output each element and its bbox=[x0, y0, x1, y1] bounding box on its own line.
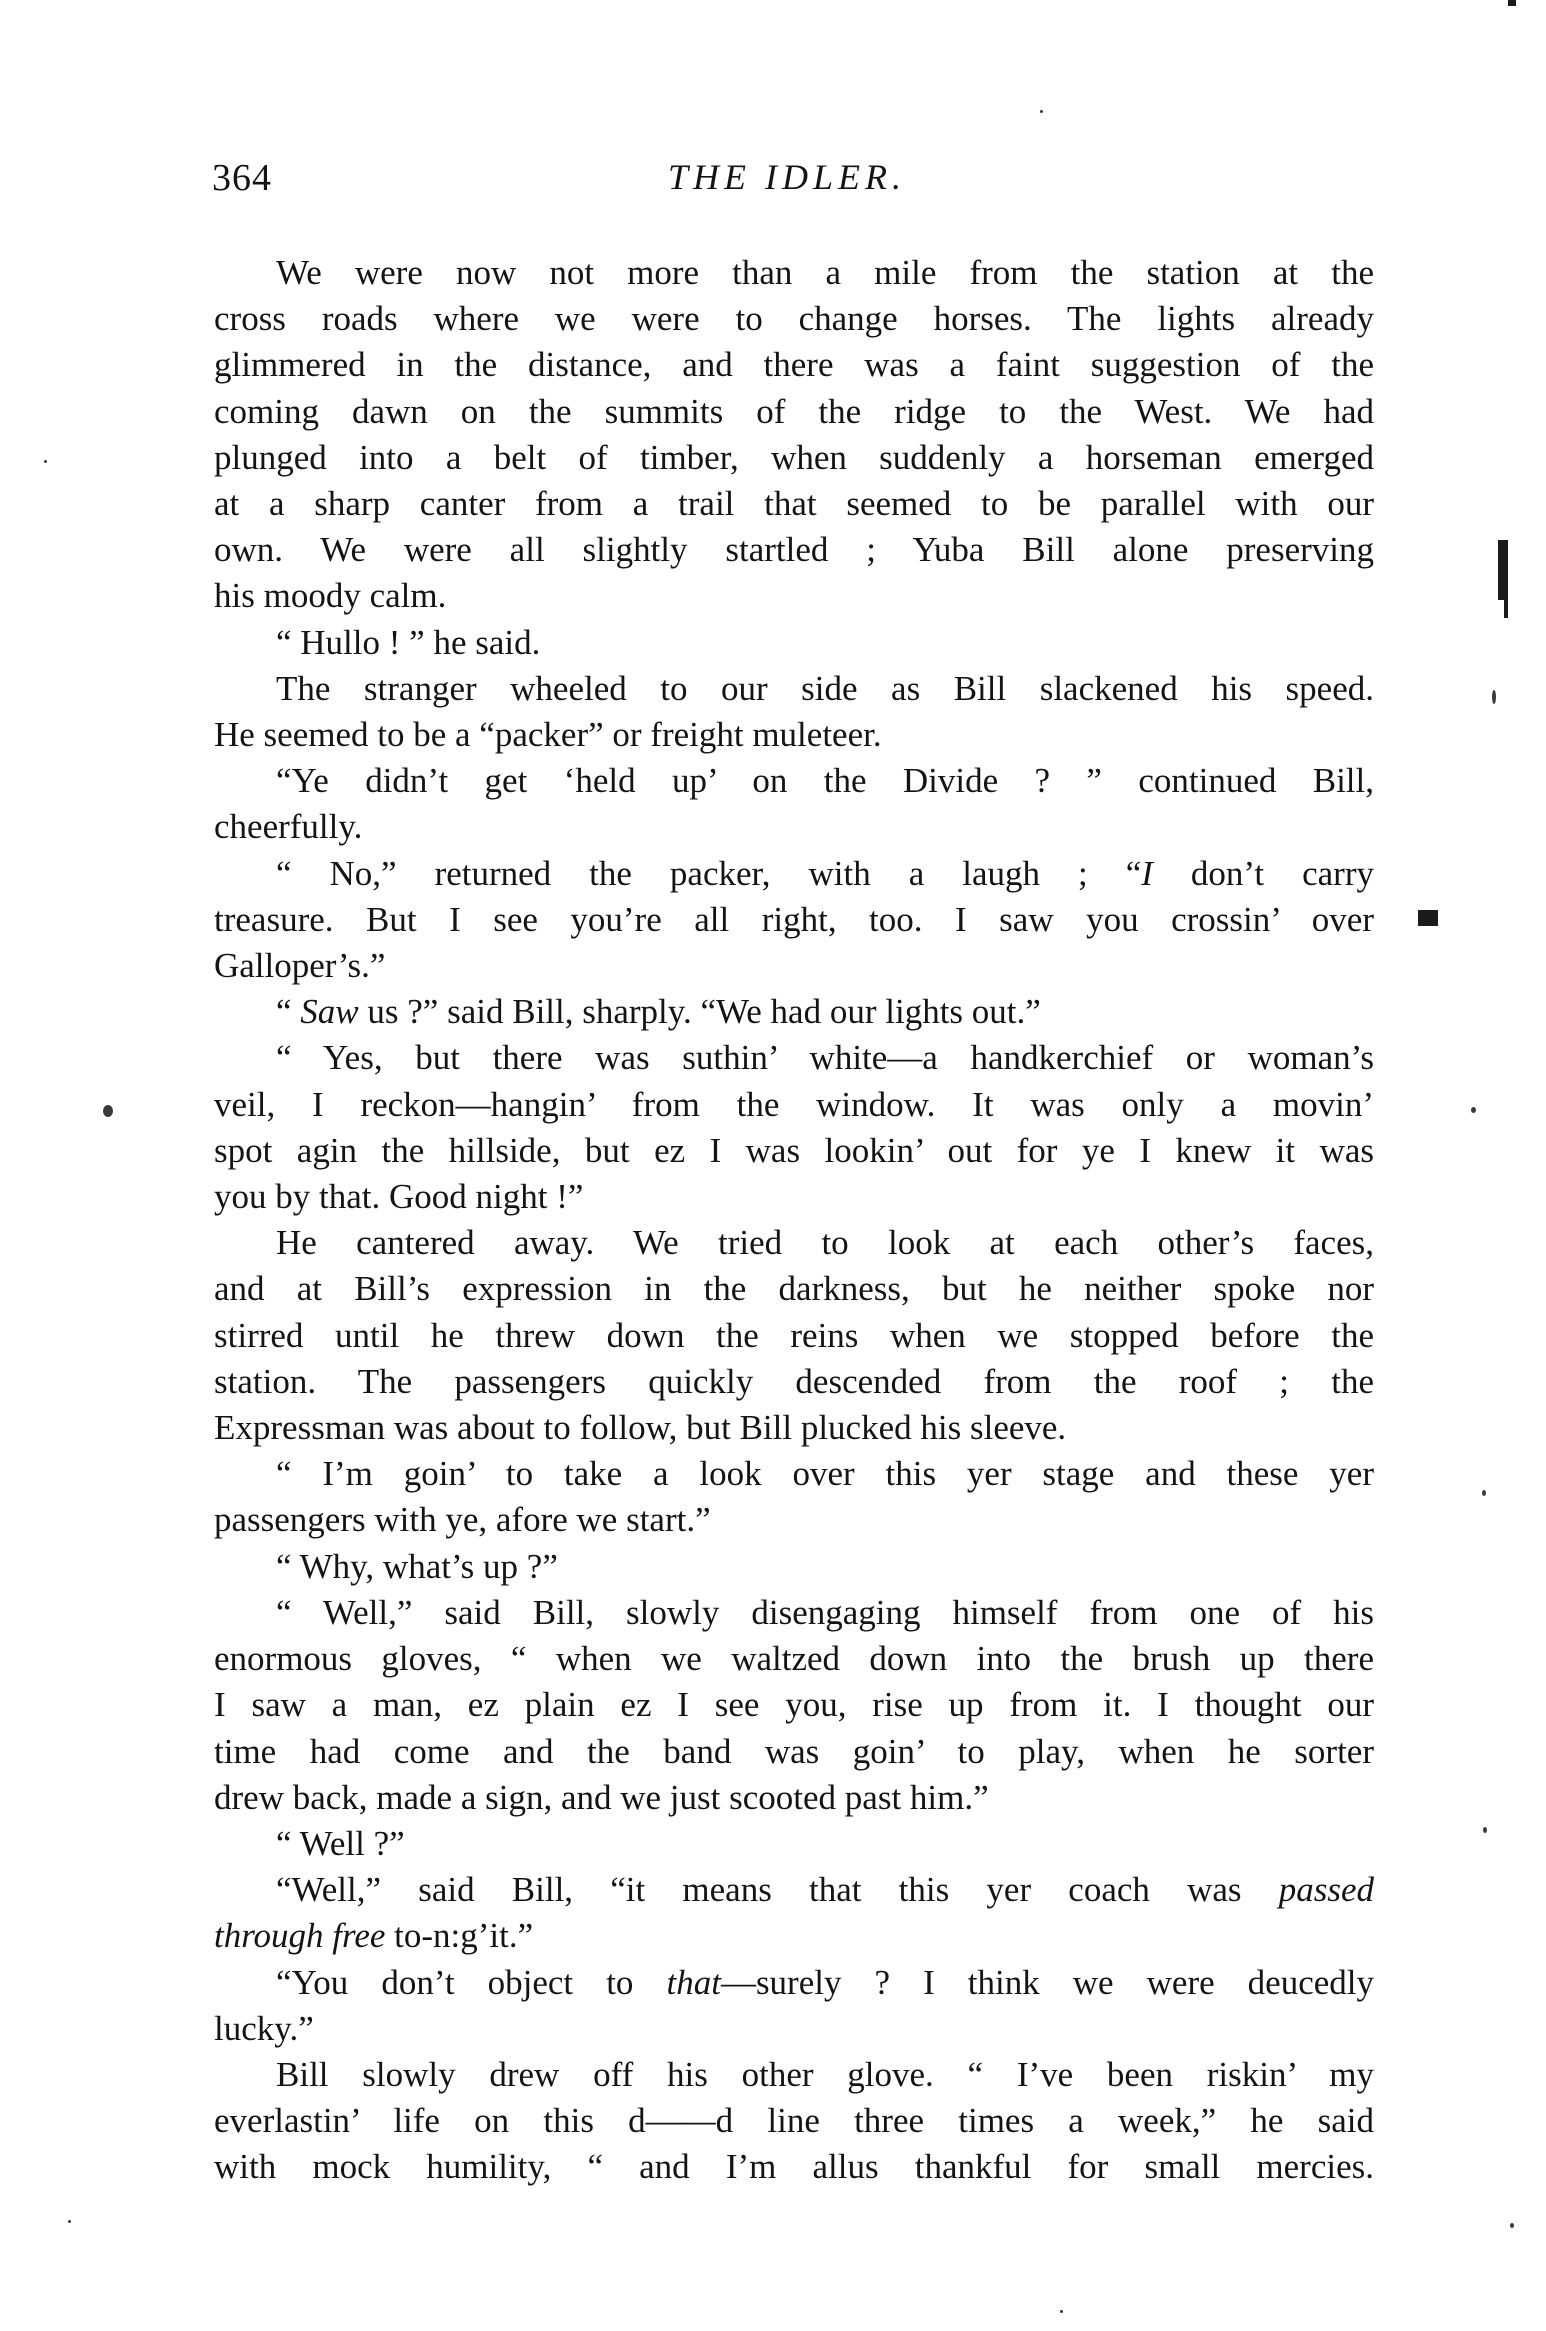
text-line: He seemed to be a “packer” or freight muleteer. bbox=[214, 715, 882, 755]
body-text bbox=[214, 250, 1374, 2191]
text-run: “ No,” returned the packer, with a laugh ; “ bbox=[276, 853, 1142, 893]
text-line: lucky.” bbox=[214, 2008, 314, 2048]
text-run-italic: through free bbox=[214, 1916, 386, 1956]
text-run: “Well,” said Bill, “it means that this yer coach was bbox=[276, 1870, 1279, 1910]
text-line: Bill slowly drew off his other glove. “ I’ve been riskin’ my bbox=[276, 2054, 1374, 2094]
scan-margin-artifact bbox=[1508, 0, 1516, 6]
text-line: passengers with ye, afore we start.” bbox=[214, 1500, 711, 1540]
text-line: his moody calm. bbox=[214, 576, 447, 616]
scan-margin-artifact bbox=[1471, 1107, 1476, 1113]
text-line bbox=[214, 989, 1374, 1035]
text-run-italic: passed bbox=[1278, 1870, 1374, 1910]
text-run-italic: I bbox=[1141, 853, 1153, 893]
scan-margin-artifact bbox=[103, 1105, 113, 1117]
text-line: drew back, made a sign, and we just scooted past him.” bbox=[214, 1777, 989, 1817]
scan-margin-artifact bbox=[1060, 2310, 1063, 2313]
text-line: station. The passengers quickly descended from the roof ; the bbox=[214, 1361, 1374, 1401]
text-line: Galloper’s.” bbox=[214, 946, 386, 986]
text-line: plunged into a belt of timber, when suddenly a horseman emerged bbox=[214, 437, 1374, 477]
text-run: to-n:g’it.” bbox=[385, 1916, 534, 1956]
text-run: us ?” said Bill, sharply. “We had our lights out.” bbox=[358, 992, 1041, 1032]
text-line: “ Why, what’s up ?” bbox=[276, 1546, 558, 1586]
text-line: everlastin’ life on this d——d line three times a week,” he said bbox=[214, 2101, 1374, 2141]
text-line: glimmered in the distance, and there was a faint suggestion of the bbox=[214, 345, 1374, 385]
text-line: I saw a man, ez plain ez I see you, rise up from it. I thought our bbox=[214, 1685, 1374, 1725]
text-line: spot agin the hillside, but ez I was lookin’ out for ye I knew it was bbox=[214, 1130, 1374, 1170]
scan-margin-artifact bbox=[1040, 110, 1043, 113]
text-run: —surely ? I think we were deucedly bbox=[720, 1962, 1375, 2002]
text-line bbox=[214, 1960, 1374, 2006]
text-line: “ I’m goin’ to take a look over this yer stage and these yer bbox=[276, 1454, 1374, 1494]
text-run-italic: that bbox=[666, 1962, 721, 2002]
text-line: time had come and the band was goin’ to play, when he sorter bbox=[214, 1731, 1374, 1771]
text-line bbox=[214, 1913, 1374, 1959]
scan-margin-artifact bbox=[1418, 910, 1438, 926]
scan-margin-artifact bbox=[1482, 1490, 1486, 1496]
text-line: and at Bill’s expression in the darkness, but he neither spoke nor bbox=[214, 1269, 1374, 1309]
text-line: enormous gloves, “ when we waltzed down into the brush up there bbox=[214, 1639, 1374, 1679]
text-line: “ Well ?” bbox=[276, 1823, 405, 1863]
scan-margin-artifact bbox=[1510, 2223, 1514, 2228]
text-line: He cantered away. We tried to look at each other’s faces, bbox=[276, 1223, 1374, 1263]
page-number: 364 bbox=[212, 157, 272, 199]
text-line: you by that. Good night !” bbox=[214, 1177, 584, 1217]
text-line: “ Yes, but there was suthin’ white—a handkerchief or woman’s bbox=[276, 1038, 1374, 1078]
text-line: veil, I reckon—hangin’ from the window. It was only a movin’ bbox=[214, 1084, 1374, 1124]
text-run: “You don’t object to bbox=[276, 1962, 667, 2002]
text-line: cheerfully. bbox=[214, 807, 363, 847]
running-title: THE IDLER. bbox=[668, 157, 906, 197]
text-line: with mock humility, “ and I’m allus thankful for small mercies. bbox=[214, 2147, 1374, 2187]
scan-margin-artifact bbox=[68, 2220, 71, 2223]
text-line: The stranger wheeled to our side as Bill slackened his speed. bbox=[276, 668, 1374, 708]
text-line: coming dawn on the summits of the ridge to the West. We had bbox=[214, 391, 1374, 431]
scan-margin-artifact bbox=[1492, 690, 1496, 704]
page-header bbox=[212, 150, 1362, 220]
text-line bbox=[214, 851, 1374, 897]
scan-margin-artifact bbox=[1504, 596, 1508, 618]
text-line: “Ye didn’t get ‘held up’ on the Divide ? ” continued Bill, bbox=[276, 761, 1374, 801]
text-line bbox=[214, 1867, 1374, 1913]
text-line: Expressman was about to follow, but Bill plucked his sleeve. bbox=[214, 1408, 1067, 1448]
text-line: stirred until he threw down the reins when we stopped before the bbox=[214, 1315, 1374, 1355]
text-line: treasure. But I see you’re all right, too. I saw you crossin’ over bbox=[214, 899, 1374, 939]
scan-margin-artifact bbox=[1498, 540, 1508, 600]
scan-margin-artifact bbox=[44, 460, 47, 463]
scan-margin-artifact bbox=[1483, 1827, 1487, 1833]
text-line: at a sharp canter from a trail that seemed to be parallel with our bbox=[214, 484, 1374, 524]
text-line: “ Hullo ! ” he said. bbox=[276, 622, 541, 662]
text-line: cross roads where we were to change horses. The lights already bbox=[214, 299, 1374, 339]
text-line: We were now not more than a mile from the station at the bbox=[276, 253, 1374, 292]
text-line: “ Well,” said Bill, slowly disengaging himself from one of his bbox=[276, 1592, 1374, 1632]
text-line: own. We were all slightly startled ; Yuba Bill alone preserving bbox=[214, 530, 1374, 570]
text-run: don’t carry bbox=[1152, 853, 1374, 893]
text-run-italic: Saw bbox=[300, 992, 359, 1032]
text-run: “ bbox=[276, 992, 301, 1032]
